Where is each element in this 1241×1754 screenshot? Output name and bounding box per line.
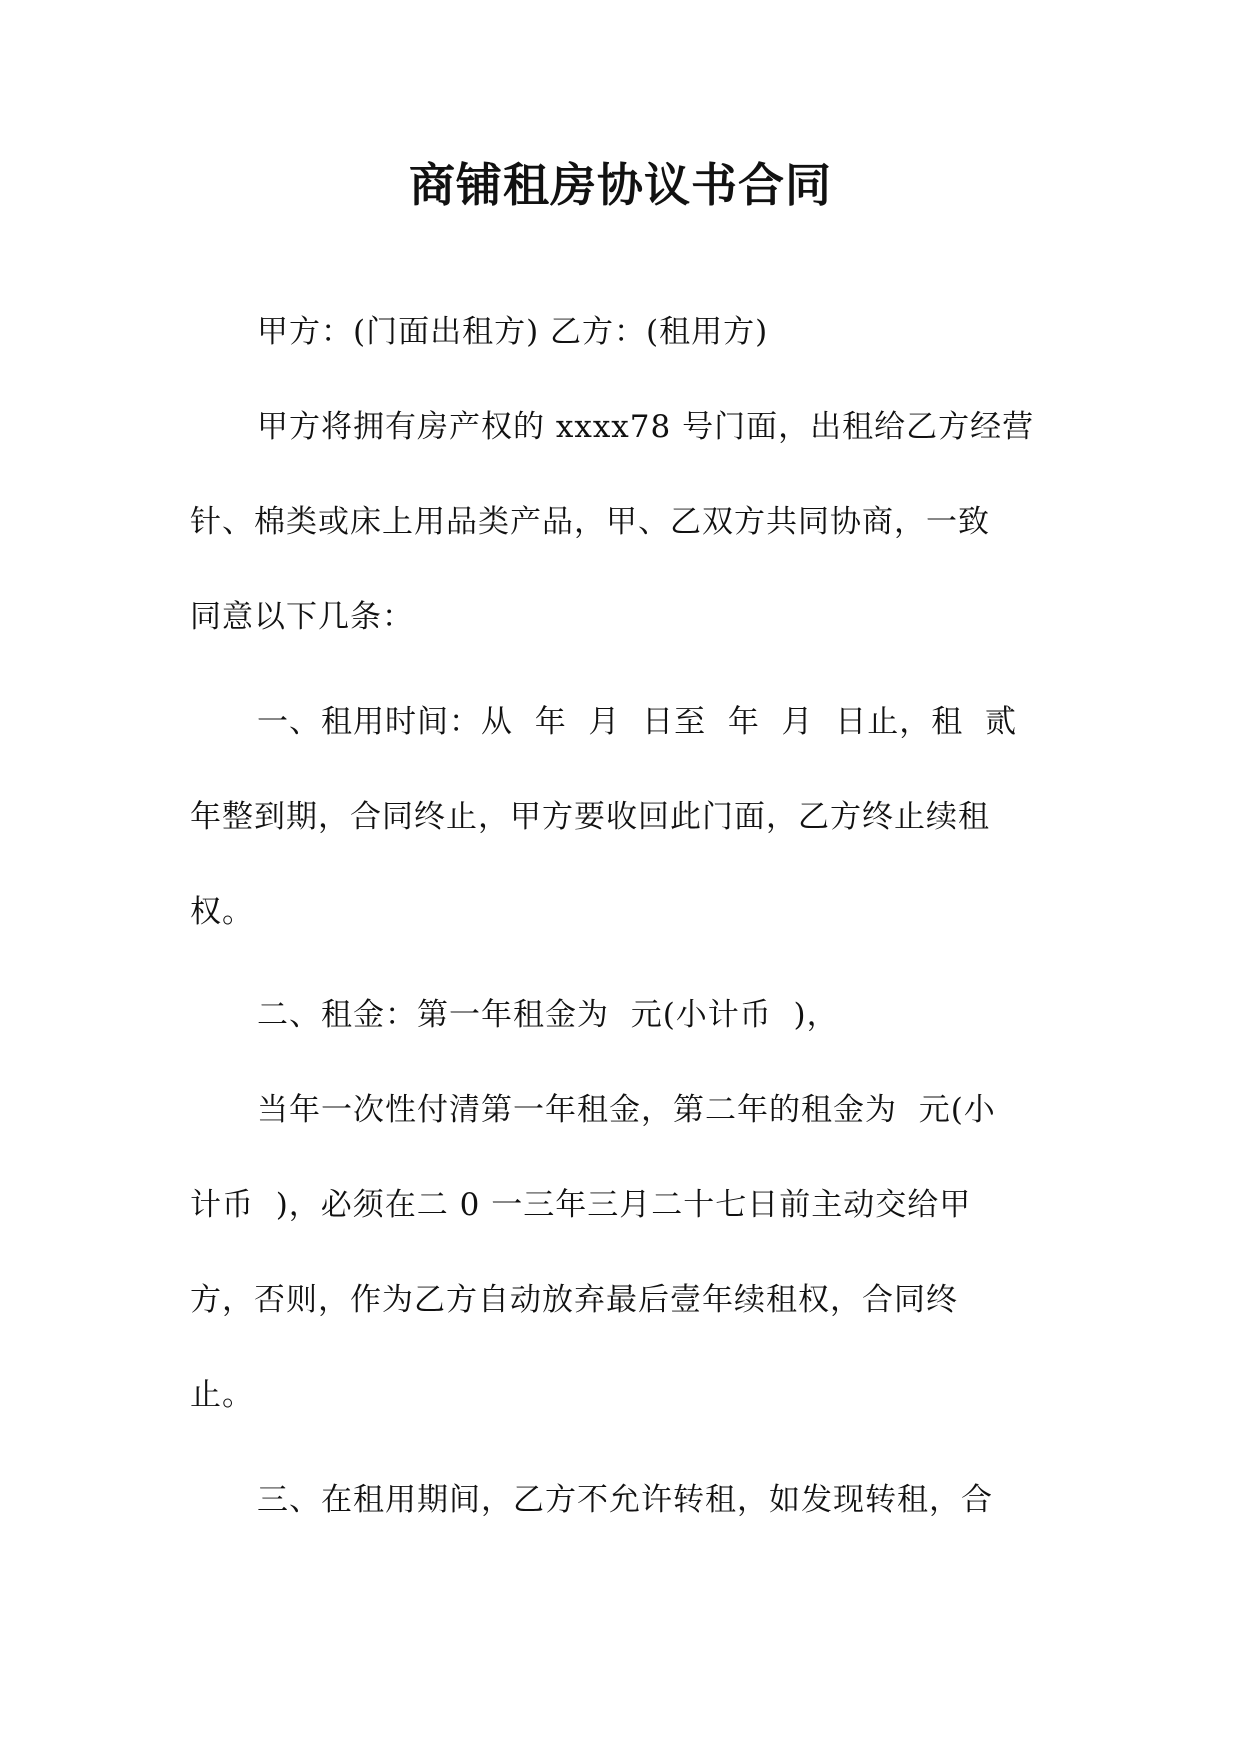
text-line: 权。 <box>190 894 254 930</box>
text-line: 二、租金：第一年租金为 元(小计币 )， <box>257 997 839 1033</box>
document-title: 商铺租房协议书合同 <box>409 158 832 212</box>
text-line: 针、棉类或床上用品类产品，甲、乙双方共同协商，一致 <box>190 504 990 540</box>
text-line: 当年一次性付清第一年租金，第二年的租金为 元(小 <box>257 1092 996 1128</box>
text-line: 一、租用时间：从 年 月 日至 年 月 日止，租 贰 <box>257 704 1017 740</box>
text-line: 止。 <box>190 1377 254 1413</box>
text-line: 三、在租用期间，乙方不允许转租，如发现转租，合 <box>257 1482 993 1518</box>
text-line: 计币 )，必须在二 0 一三年三月二十七日前主动交给甲 <box>190 1187 972 1223</box>
text-line: 年整到期，合同终止，甲方要收回此门面，乙方终止续租 <box>190 799 990 835</box>
text-line: 甲方将拥有房产权的 xxxx78 号门面，出租给乙方经营 <box>257 409 1035 445</box>
text-line: 同意以下几条： <box>190 599 414 635</box>
text-line: 甲方：(门面出租方) 乙方：(租用方) <box>257 314 769 350</box>
text-line: 方，否则，作为乙方自动放弃最后壹年续租权，合同终 <box>190 1282 958 1318</box>
